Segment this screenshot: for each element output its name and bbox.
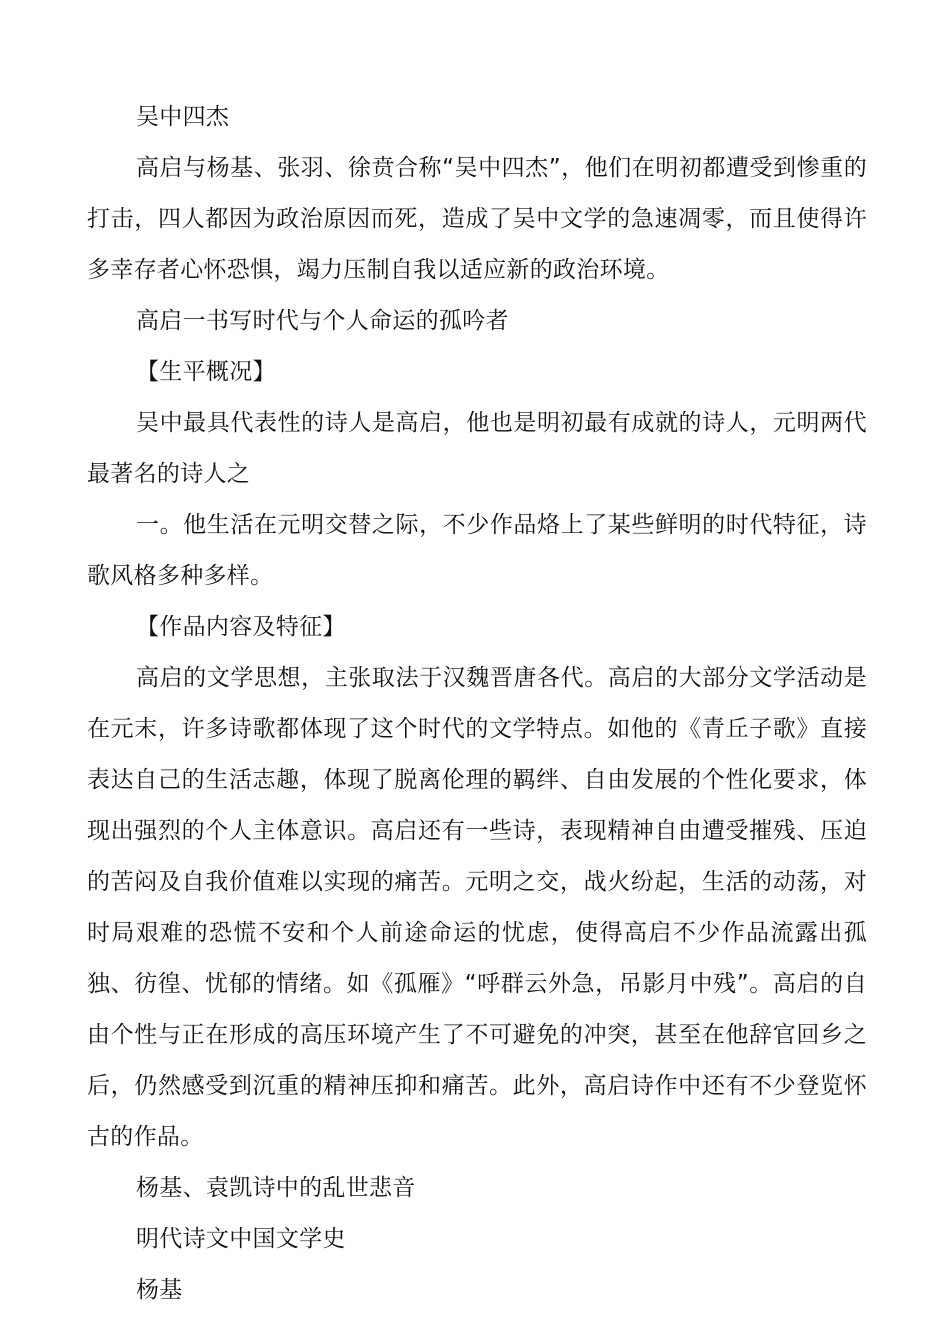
subheading-ming-literature: 明代诗文中国文学史 xyxy=(136,1226,346,1252)
paragraph-wuzhong-sijie-intro: 高启与杨基、张羽、徐贲合称“吴中四杰”，他们在明初都遭受到惨重的打击，四人都因为政治原因而死，造成了吴中文学的急速凋零，而且使得许多幸存者心怀恐惧，竭力压制自我以适应新的政治环境。 xyxy=(87,155,867,283)
paragraph-gao-qi-era: 一。他生活在元明交替之际，不少作品烙上了某些鲜明的时代特征，诗歌风格多种多样。 xyxy=(87,512,867,589)
heading-wuzhong-sijie: 吴中四杰 xyxy=(136,104,230,130)
section-label-biography: 【生平概况】 xyxy=(136,359,276,385)
heading-yang-ji: 杨基 xyxy=(136,1277,183,1303)
paragraph-works-content: 高启的文学思想，主张取法于汉魏晋唐各代。高启的大部分文学活动是在元末，许多诗歌都体现了这个时代的文学特点。如他的《青丘子歌》直接表达自己的生活志趣，体现了脱离伦理的羁绊、自由发展的个性化要求，体现出强烈的个人主体意识。高启还有一些诗，表现精神自由遭受摧残、压迫的苦闷及自我价值难以实现的痛苦。元明之交，战火纷起，生活的动荡，对时局艰难的恐慌不安和个人前途命运的忧虑，使得高启不少作品流露出孤独、彷徨、忧郁的情绪。如《孤雁》“呼群云外急，吊影月中残”。高启的自由个性与正在形成的高压环境产生了不可避免的冲突，甚至在他辞官回乡之后，仍然感受到沉重的精神压抑和痛苦。此外，高启诗作中还有不少登览怀古的作品。 xyxy=(87,665,867,1150)
document-page xyxy=(87,92,867,1316)
heading-gao-qi: 高启一书写时代与个人命运的孤吟者 xyxy=(136,308,509,334)
section-label-works: 【作品内容及特征】 xyxy=(136,614,346,640)
paragraph-gao-qi-representative: 吴中最具代表性的诗人是高启，他也是明初最有成就的诗人，元明两代最著名的诗人之 xyxy=(87,410,867,487)
heading-yang-ji-yuan-kai: 杨基、袁凯诗中的乱世悲音 xyxy=(136,1175,416,1201)
